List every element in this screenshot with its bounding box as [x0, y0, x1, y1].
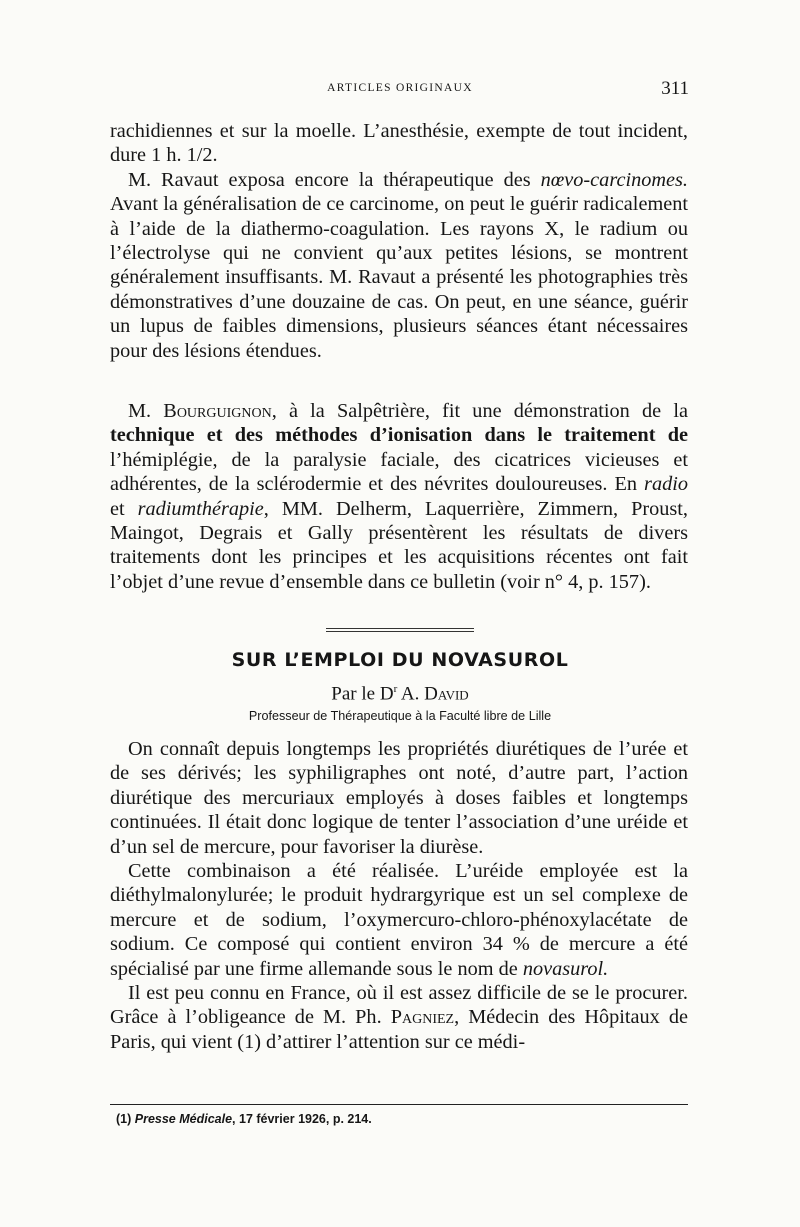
- previous-article-continuation: [110, 119, 688, 363]
- small-caps-name: Bourguignon: [163, 400, 272, 422]
- author-affiliation: Professeur de Thérapeutique à la Faculté libre de Lille: [248, 709, 552, 723]
- article-title: SUR L’EMPLOI DU NOVASUROL: [231, 649, 569, 671]
- italic-term: nœvo-carcinomes.: [540, 168, 688, 191]
- italic-term: radio: [644, 473, 688, 496]
- paragraph: M. Ravaut exposa encore la thérapeutique des nœvo-carcinomes. Avant la généralisation de ce carcinome, on peut le guérir radicalement à l’aide de la diathermo-coagulation. Les rayons X, le radium ou l’électrolyse qui ne convient qu’aux petites lésions, se montrent généralement insuffisants. M. Ravaut a présenté les photographies très démonstratives d’une douzaine de cas. On peut, en une séance, guérir un lupus de faibles dimensions, plusieurs séances étant nécessaires pour des lésions étendues.: [110, 168, 688, 362]
- article-body: [110, 737, 688, 1054]
- italic-term: radiumthérapie: [137, 497, 264, 520]
- paragraph: Cette combinaison a été réalisée. L’uréide employée est la diéthylmalonylurée; le produit hydrargyrique est un sel complexe de mercure et de sodium, l’oxymercuro-chloro-phénoxylacétate de sodium. Ce composé qui contient environ 34 % de mercure a été spécialisé par une firme allemande sous le nom de novasurol.: [110, 860, 688, 980]
- footnote-rule: [110, 1104, 688, 1105]
- paragraph: rachidiennes et sur la moelle. L’anesthésie, exempte de tout incident, dure 1 h. 1/2.: [110, 120, 688, 167]
- running-title: ARTICLES ORIGINAUX: [327, 82, 473, 94]
- author-name: A. David: [397, 683, 469, 705]
- italic-term: novasurol.: [522, 957, 609, 980]
- page-number: 311: [661, 78, 689, 99]
- small-caps-name: Pagniez: [390, 1006, 455, 1029]
- paragraph: M. Bourguignon, à la Salpêtrière, fit une démonstration de la technique et des méthodes d’ionisation dans le traitement de l’hémiplégie, de la paralysie faciale, des cicatrices vicieuses et adhérentes, de la sclérodermie et des névrites douloureuses. En radio et radiumthérapie, MM. Delherm, Laquerrière, Zimmern, Proust, Maingot, Degrais et Gally présentèrent les résultats de divers traitements dont les principes et les acquisitions récentes ont fait l’objet d’une revue d’ensemble dans ce bulletin (voir n° 4, p. 157).: [110, 400, 688, 593]
- paragraph: On connaît depuis longtemps les propriétés diurétiques de l’urée et de ses dérivés; les syphiligraphes ont noté, d’autre part, l’action diurétique des mercuriaux employés à doses faibles et longtemps continuées. Il était donc logique de tenter l’association d’une uréide et d’un sel de mercure, pour favoriser la diurèse.: [110, 738, 688, 858]
- journal-name: Presse Médicale: [134, 1112, 233, 1126]
- footnote: (1) Presse Médicale, 17 février 1926, p. 214.: [116, 1112, 372, 1126]
- paragraph: Il est peu connu en France, où il est assez difficile de se le procurer. Grâce à l’obligeance de M. Ph. Pagniez, Médecin des Hôpitaux de Paris, qui vient (1) d’attirer l’attention sur ce médi-: [110, 982, 688, 1053]
- author-line: Par le $D^r$ A. David: [331, 683, 469, 705]
- running-header: [0, 78, 800, 100]
- section-separator: [326, 628, 474, 632]
- bourguignon-paragraph: [110, 399, 688, 594]
